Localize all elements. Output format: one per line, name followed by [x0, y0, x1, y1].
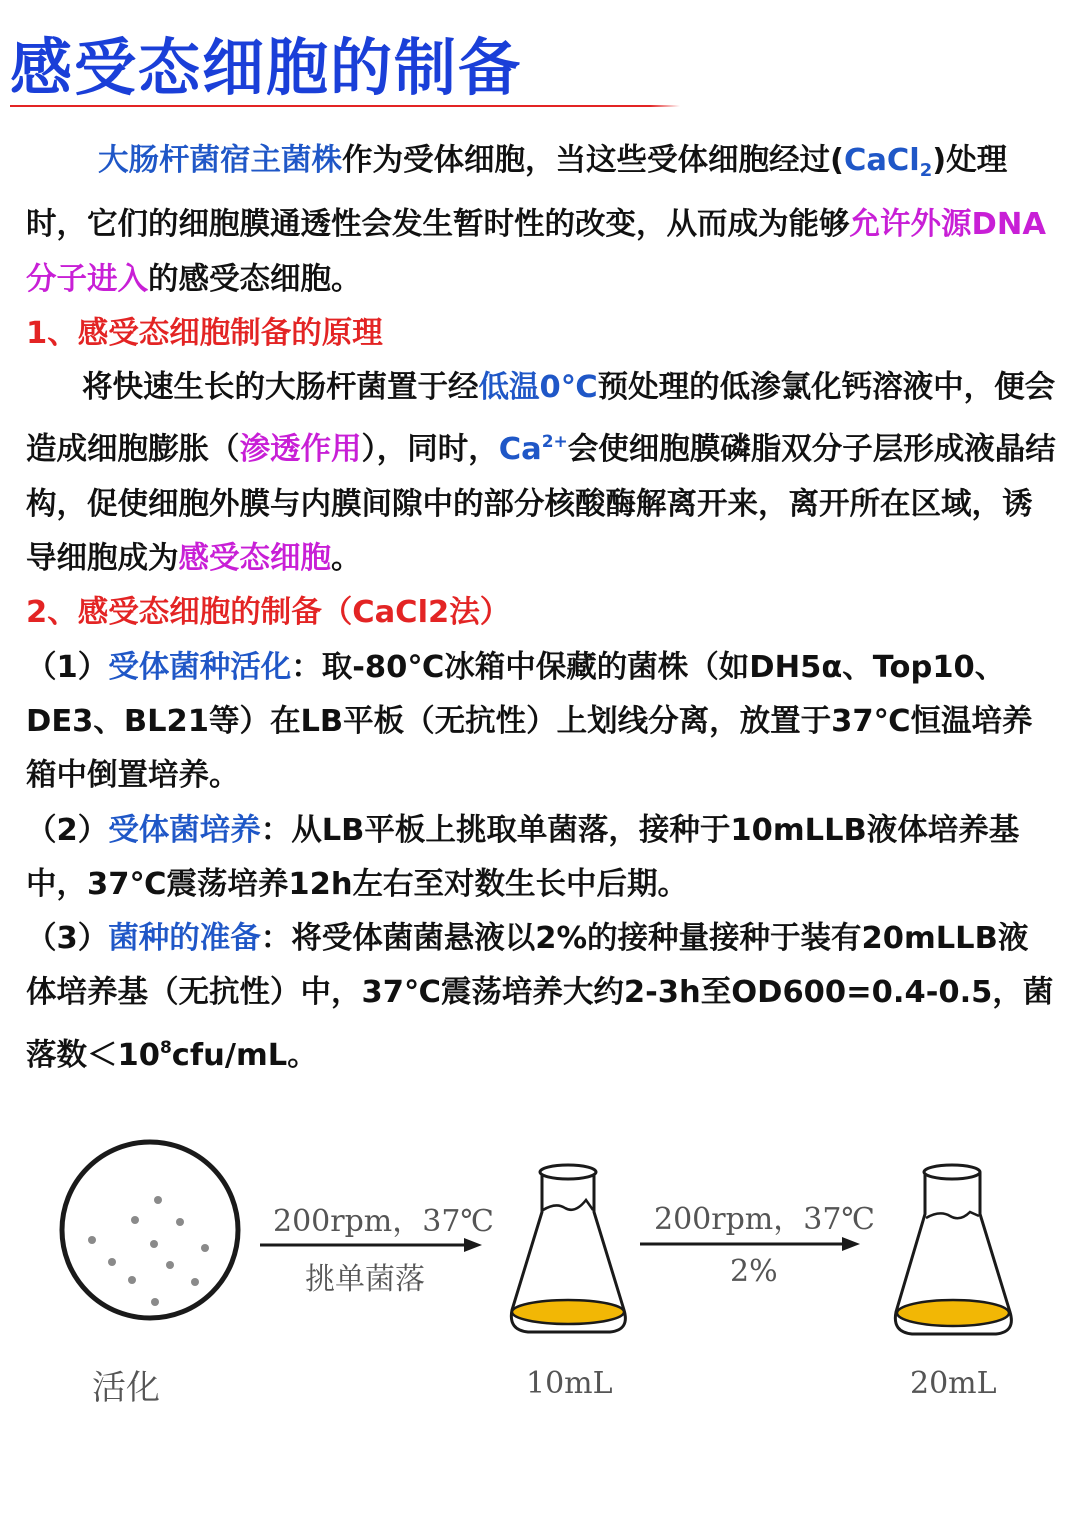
- intro-paragraph: [26, 134, 1056, 307]
- intro-highlight-host: 大肠杆菌宿主菌株: [98, 143, 342, 178]
- document-body: [26, 134, 1056, 1083]
- section1-paragraph: [26, 361, 1056, 586]
- step-3-number: （3）: [26, 921, 109, 957]
- arrow-2-icon: [640, 1237, 860, 1251]
- culture-medium: [512, 1300, 624, 1324]
- flask-1-label: 10mL: [526, 1366, 613, 1401]
- flask-10ml-icon: [511, 1165, 625, 1332]
- colony-dot: [151, 1298, 159, 1306]
- colony-dot: [128, 1276, 136, 1284]
- colony-dot: [88, 1236, 96, 1244]
- s1-text-1: 将快速生长的大肠杆菌置于经: [82, 370, 479, 406]
- intro-text-2: )处理时，它们的细胞膜通透性会发生暂时性的改变，从而成为能够: [26, 143, 1008, 243]
- intro-cacl: CaCl: [843, 143, 920, 178]
- s1-highlight-competent: 感受态细胞: [178, 541, 331, 577]
- s1-highlight-osmosis: 渗透作用: [239, 432, 362, 468]
- s1-text-3: ），同时，: [361, 432, 499, 468]
- step-2-text: ：从LB平板上挑取单菌落，接种于10mLLB液体培养基中，37℃震荡培养12h左右至对数生长中后期。: [26, 812, 1020, 902]
- colony-dot: [201, 1244, 209, 1252]
- step-2-label: 受体菌培养: [108, 812, 261, 848]
- step-1-label: 受体菌种活化: [108, 649, 292, 685]
- s1-text-5: 。: [331, 541, 362, 577]
- intro-cacl-subscript: 2: [919, 160, 933, 181]
- arrow-1-icon: [260, 1238, 482, 1252]
- step-1-text: ：取-80℃冰箱中保藏的菌株（如DH5α、Top10、DE3、BL21等）在LB平板（无抗性）上划线分离，放置于37℃恒温培养箱中倒置培养。: [26, 649, 1033, 794]
- s1-text-4: 会使细胞膜磷脂双分子层形成液晶结构，促使细胞外膜与内膜间隙中的部分核酸酶解离开来，离开所在区域，诱导细胞成为: [26, 432, 1056, 577]
- s1-text-2: 预处理的低渗氯化钙溶液中，便会造成细胞膨胀（: [26, 370, 1056, 468]
- title-underline-arrow: [10, 104, 680, 108]
- s1-ca-superscript: 2+: [541, 432, 568, 453]
- plate-label: 活化: [92, 1368, 160, 1408]
- step-3-text-a: ：将受体菌菌悬液以2%的接种量接种于装有20mLLB液体培养基（无抗性）中，37℃震荡培养大约2-3h至OD600=0.4-0.5，菌落数＜10: [26, 921, 1054, 1073]
- intro-text-3: 的感受态细胞。: [148, 261, 362, 297]
- section1-heading: 1、感受态细胞制备的原理: [26, 315, 383, 351]
- petri-dish-icon: [62, 1142, 238, 1318]
- arrow-2-bottom-label: 2%: [730, 1254, 778, 1289]
- step-2-number: （2）: [26, 812, 109, 848]
- flask-20ml-icon: [895, 1165, 1011, 1334]
- colony-dot: [150, 1240, 158, 1248]
- section2-heading: 2、感受态细胞的制备（CaCl2法）: [26, 595, 511, 631]
- colony-dot: [176, 1218, 184, 1226]
- colony-dot: [166, 1261, 174, 1269]
- workflow-diagram: [0, 1120, 1080, 1420]
- step-3-text-b: cfu/mL。: [171, 1037, 318, 1073]
- s1-highlight-lowtemp: 低温0℃: [478, 370, 598, 406]
- step-3: [26, 912, 1056, 1083]
- colony-dot: [191, 1278, 199, 1286]
- step-1-number: （1）: [26, 649, 109, 685]
- step-3-superscript: 8: [159, 1037, 172, 1058]
- arrow-1-top-label: 200rpm，37℃: [273, 1204, 494, 1239]
- s1-ca: Ca: [498, 432, 542, 468]
- culture-medium: [897, 1300, 1009, 1326]
- page-title: 感受态细胞的制备: [10, 31, 523, 104]
- step-1: [26, 641, 1056, 804]
- arrow-2-top-label: 200rpm，37℃: [654, 1202, 875, 1237]
- colony-dot: [154, 1196, 162, 1204]
- colony-dot: [131, 1216, 139, 1224]
- step-2: [26, 804, 1056, 913]
- arrow-1-bottom-label: 挑单菌落: [305, 1262, 425, 1297]
- flask-2-label: 20mL: [910, 1366, 997, 1401]
- intro-text-1: 作为受体细胞，当这些受体细胞经过(: [342, 143, 844, 178]
- colony-dot: [108, 1258, 116, 1266]
- intro-highlight-dna: 允许外源DNA分子进入: [26, 207, 1046, 297]
- step-3-label: 菌种的准备: [108, 921, 261, 957]
